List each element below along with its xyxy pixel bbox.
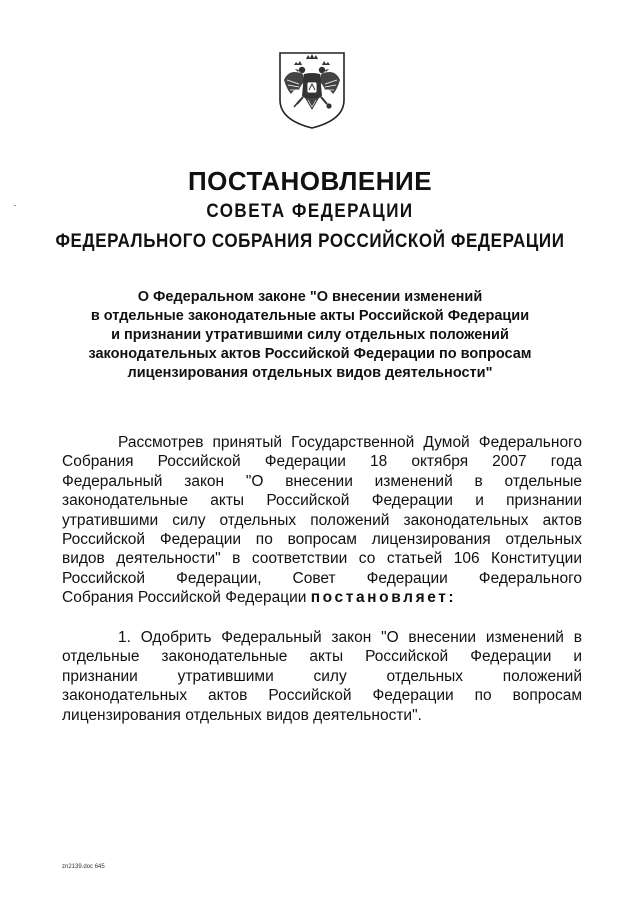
paragraph-line: Российской Федерации, Совет Федерации Федерального	[62, 569, 582, 587]
paragraph-line-text: Собрания Российской Федерации	[62, 589, 307, 607]
paragraph-line: 1. Одобрить Федеральный закон "О внесении изменений в	[118, 629, 582, 646]
paragraph-line: законодательных актов Российской Федерации по вопросам	[62, 687, 582, 705]
paragraph-line: Собрания Российской Федерации 18 октября 2007 года	[62, 453, 582, 471]
subject-line: законодательных актов Российской Федерации по вопросам	[88, 346, 532, 362]
russian-coat-of-arms-icon	[277, 50, 347, 130]
subject-line: и признании утратившими силу отдельных положений	[111, 327, 509, 343]
paragraph-line: Российской Федерации по вопросам лицензирования отдельных	[62, 531, 582, 549]
subject-line: О Федеральном законе "О внесении изменений	[137, 289, 483, 305]
document-title: ПОСТАНОВЛЕНИЕ	[187, 166, 433, 196]
paragraph-line: законодательные акты Российской Федерации и признании	[62, 492, 582, 510]
issuing-body-line-2: ФЕДЕРАЛЬНОГО СОБРАНИЯ РОССИЙСКОЙ ФЕДЕРАЦИИ	[55, 229, 565, 252]
subject-line: лицензирования отдельных видов деятельности"	[127, 365, 493, 381]
paragraph-line	[62, 588, 582, 607]
subject-line: в отдельные законодательные акты Российской Федерации	[90, 308, 530, 324]
file-reference-code: zn2139.doc 645	[62, 864, 105, 870]
issuing-body-line-1: СОВЕТА ФЕДЕРАЦИИ	[206, 199, 414, 222]
paragraph-line: лицензирования отдельных видов деятельности".	[62, 706, 422, 724]
paragraph-line: Федеральный закон "О внесении изменений в отдельные	[62, 472, 582, 490]
resolution-item-1	[62, 628, 582, 725]
paragraph-line: Рассмотрев принятый Государственной Думой Федерального	[118, 434, 582, 451]
resolution-subject	[60, 288, 560, 383]
preamble-paragraph	[62, 433, 582, 608]
paragraph-line: признании утратившими силу отдельных положений	[62, 667, 582, 685]
paragraph-line: видов деятельности" в соответствии со статьей 106 Конституции	[62, 550, 582, 568]
resolves-word: постановляет:	[310, 589, 457, 607]
paragraph-line: утратившими силу отдельных положений законодательных актов	[62, 511, 582, 529]
paragraph-line: отдельные законодательные акты Российской Федерации и	[62, 648, 582, 666]
